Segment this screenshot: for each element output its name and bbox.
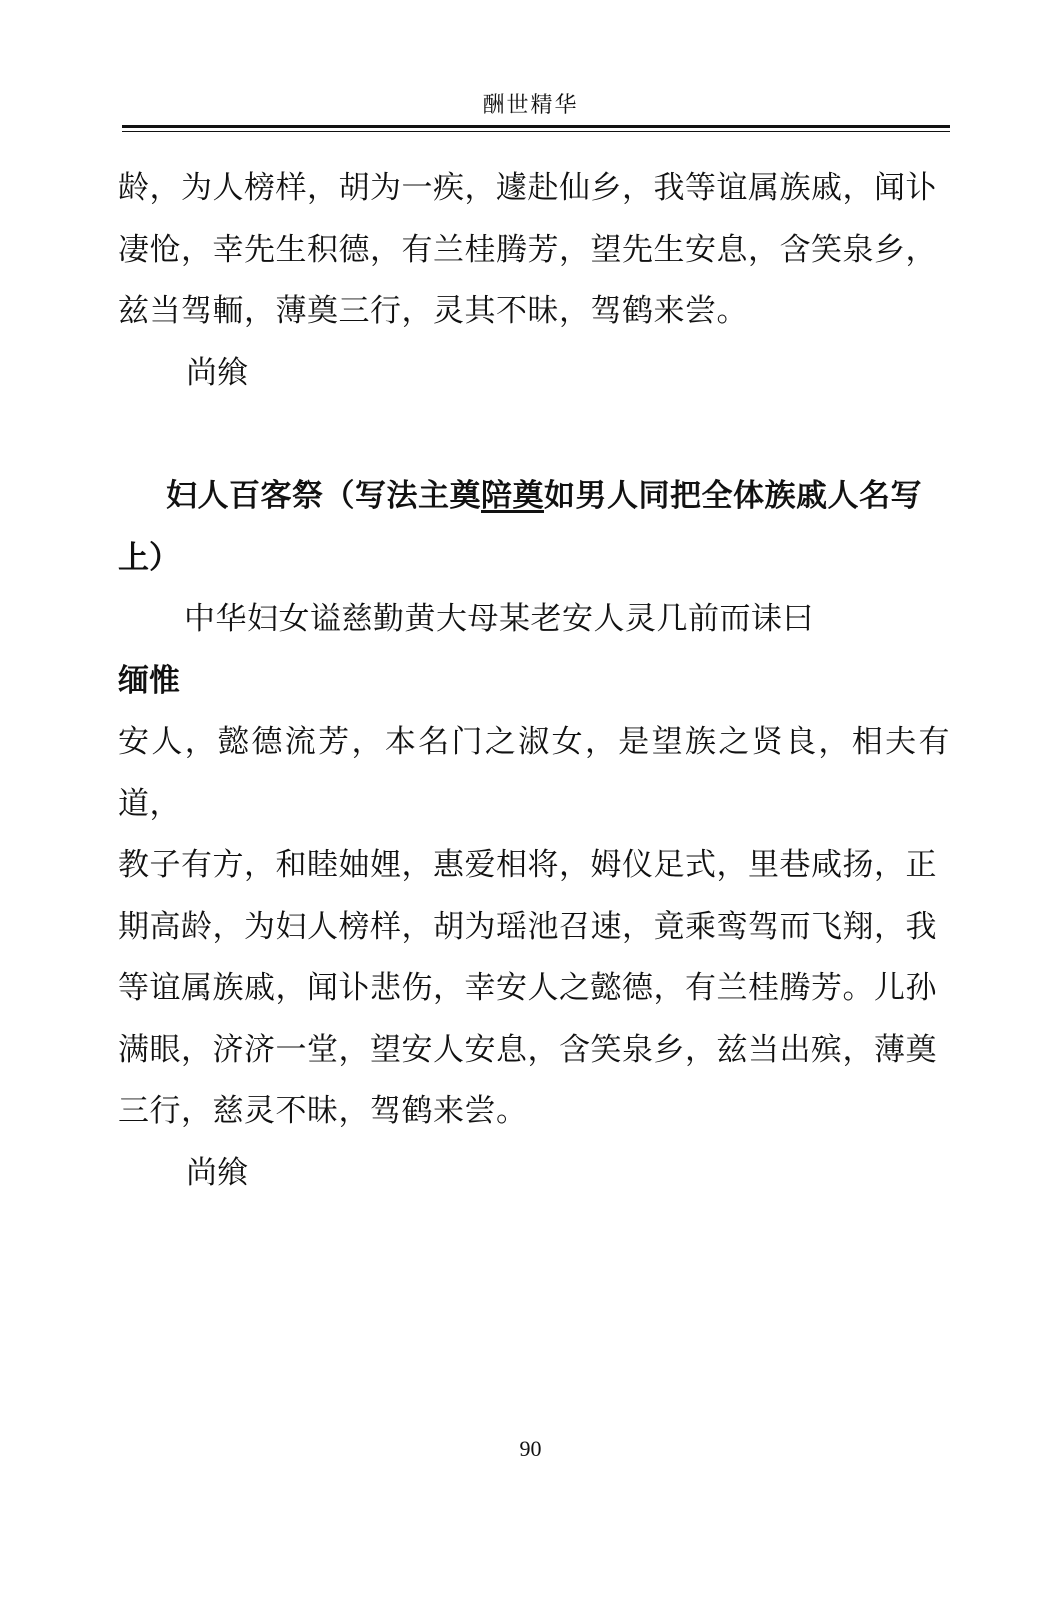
section-spacer (118, 404, 950, 466)
section-title (118, 466, 950, 528)
closing-shangxiang: 尚飨 (186, 354, 248, 391)
body-line: 兹当驾輀，薄奠三行，灵其不昧，驾鹤来尝。 (118, 293, 748, 329)
address-line: 中华妇女谥慈勤黄大母某老安人灵几前而诔曰 (184, 601, 814, 637)
header-rule-thick (122, 125, 950, 128)
running-header: 酬世精华 (482, 93, 579, 118)
section-title-part2: 如男人同把全体族戚人名写 (544, 478, 922, 514)
body-line: 龄，为人榜样，胡为一疾，遽赴仙乡，我等谊属族戚，闻讣 (118, 170, 937, 206)
body-line: 期高龄，为妇人榜样，胡为瑶池召速，竟乘鸾驾而飞翔，我 (118, 908, 937, 945)
body-line: 教子有方，和睦妯娌，惠爱相将，姆仪足式，里巷咸扬，正 (118, 847, 937, 883)
closing-shangxiang: 尚飨 (186, 1154, 248, 1191)
page-number: 90 (519, 1436, 542, 1461)
opening-word: 缅惟 (118, 662, 180, 699)
body-line: 等谊属族戚，闻讣悲伤，幸安人之懿德，有兰桂腾芳。儿孙 (118, 970, 937, 1006)
body-line: 满眼，济济一堂，望安人安息，含笑泉乡，兹当出殡，薄奠 (118, 1031, 937, 1068)
body-line: 凄怆，幸先生积德，有兰桂腾芳，望先生安息，含笑泉乡， (118, 231, 937, 268)
body-line: 三行，慈灵不昧，驾鹤来尝。 (118, 1093, 528, 1129)
section-title-underlined: 陪奠 (481, 478, 544, 514)
section-title-continuation: 上） (118, 539, 180, 576)
header-rule-thin (122, 131, 950, 132)
body-line: 安人，懿德流芳，本名门之淑女，是望族之贤良，相夫有道， (118, 724, 950, 822)
section-title-part1: 妇人百客祭（写法主奠 (166, 478, 481, 514)
page-body (118, 158, 950, 1204)
